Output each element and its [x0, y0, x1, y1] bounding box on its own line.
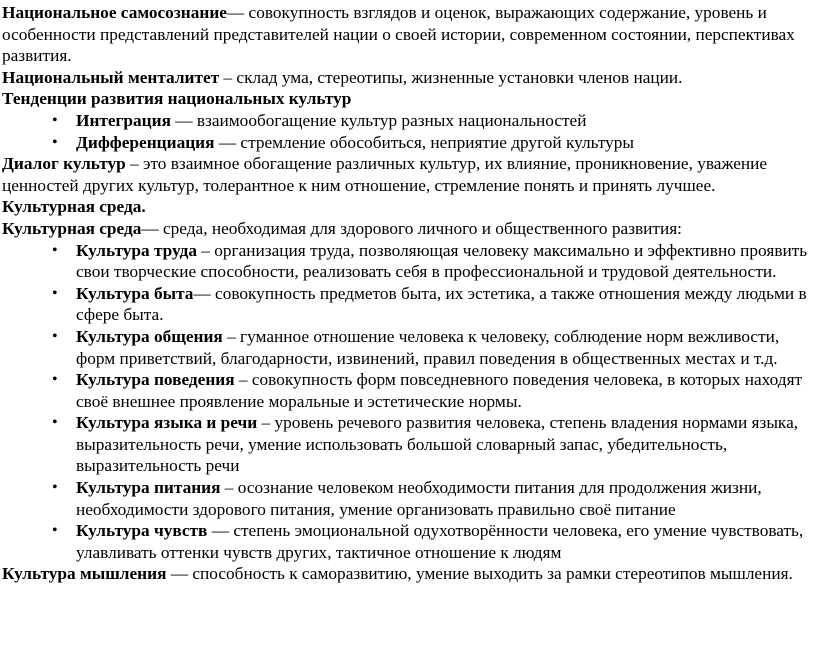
definition-national-self-awareness: — совокупность взглядов и оценок, выражающих содержание, уровень и особенности представлений представителей нации о своей истории, современном состоянии, перспективах развития.	[2, 3, 795, 66]
list-item-nutrition-culture: • Культура питания – осознание человеком необходимости питания для продолжения жизни, необходимости здорового питания, умение организовать правильно своё питание	[2, 477, 808, 520]
heading-culture-trends: Тенденции развития национальных культур	[2, 89, 352, 109]
culture-types-list	[2, 240, 808, 564]
term-cultural-environment: Культурная среда	[2, 218, 142, 238]
trends-list	[2, 110, 808, 153]
term-national-mentality: Национальный менталитет	[2, 67, 220, 87]
list-item-labor-culture: • Культура труда – организация труда, позволяющая человеку максимально и эффективно проявить свои творческие способности, реализовать себя в профессиональной и трудовой деятельности.	[2, 240, 808, 283]
list-item-communication-culture: • Культура общения – гуманное отношение человека к человеку, соблюдение норм вежливости, форм приветствий, благодарности, извинений, правил поведения в общественных местах и т.д.	[2, 326, 808, 369]
definition-national-mentality: – склад ума, стереотипы, жизненные установки членов нации.	[219, 67, 683, 87]
paragraph-dialogue-of-cultures: Диалог культур – это взаимное обогащение различных культур, их влияние, проникновение, уважение ценностей других культур, толерантное к ним отношение, стремление понять и принять лучшее.	[2, 154, 768, 195]
list-item-integration: • Интеграция — взаимообогащение культур разных национальностей	[2, 110, 808, 132]
list-item-everyday-culture: • Культура быта— совокупность предметов быта, их эстетика, а также отношения между людьми в сфере быта.	[2, 283, 808, 326]
list-item-speech-culture: • Культура языка и речи – уровень речевого развития человека, степень владения нормами языка, выразительность речи, умение использовать большой словарный запас, убедительность, выразительность речи	[2, 412, 808, 477]
paragraph-cultural-environment: Культурная среда— среда, необходимая для здорового личного и общественного развития:	[2, 218, 682, 238]
list-item-differentiation: • Дифференциация — стремление обособиться, неприятие другой культуры	[2, 132, 808, 154]
term-dialogue-of-cultures: Диалог культур	[2, 154, 126, 174]
paragraph-national-mentality	[2, 67, 808, 89]
list-item-behavior-culture: • Культура поведения – совокупность форм повседневного поведения человека, в которых находят своё внешнее проявление моральные и эстетические нормы.	[2, 369, 808, 412]
term-integration: Интеграция	[76, 110, 171, 130]
paragraph-thinking-culture: Культура мышления — способность к саморазвитию, умение выходить за рамки стереотипов мышления.	[2, 564, 793, 584]
heading-cultural-environment: Культурная среда.	[2, 197, 146, 217]
list-item-feelings-culture: • Культура чувств — степень эмоциональной одухотворённости человека, его умение чувствовать, улавливать оттенки чувств других, тактичное отношение к людям	[2, 520, 808, 563]
term-differentiation: Дифференциация	[76, 132, 215, 152]
paragraph-national-self-awareness	[2, 2, 808, 67]
term-thinking-culture: Культура мышления	[2, 564, 167, 584]
term-national-self-awareness: Национальное самосознание	[2, 3, 227, 22]
